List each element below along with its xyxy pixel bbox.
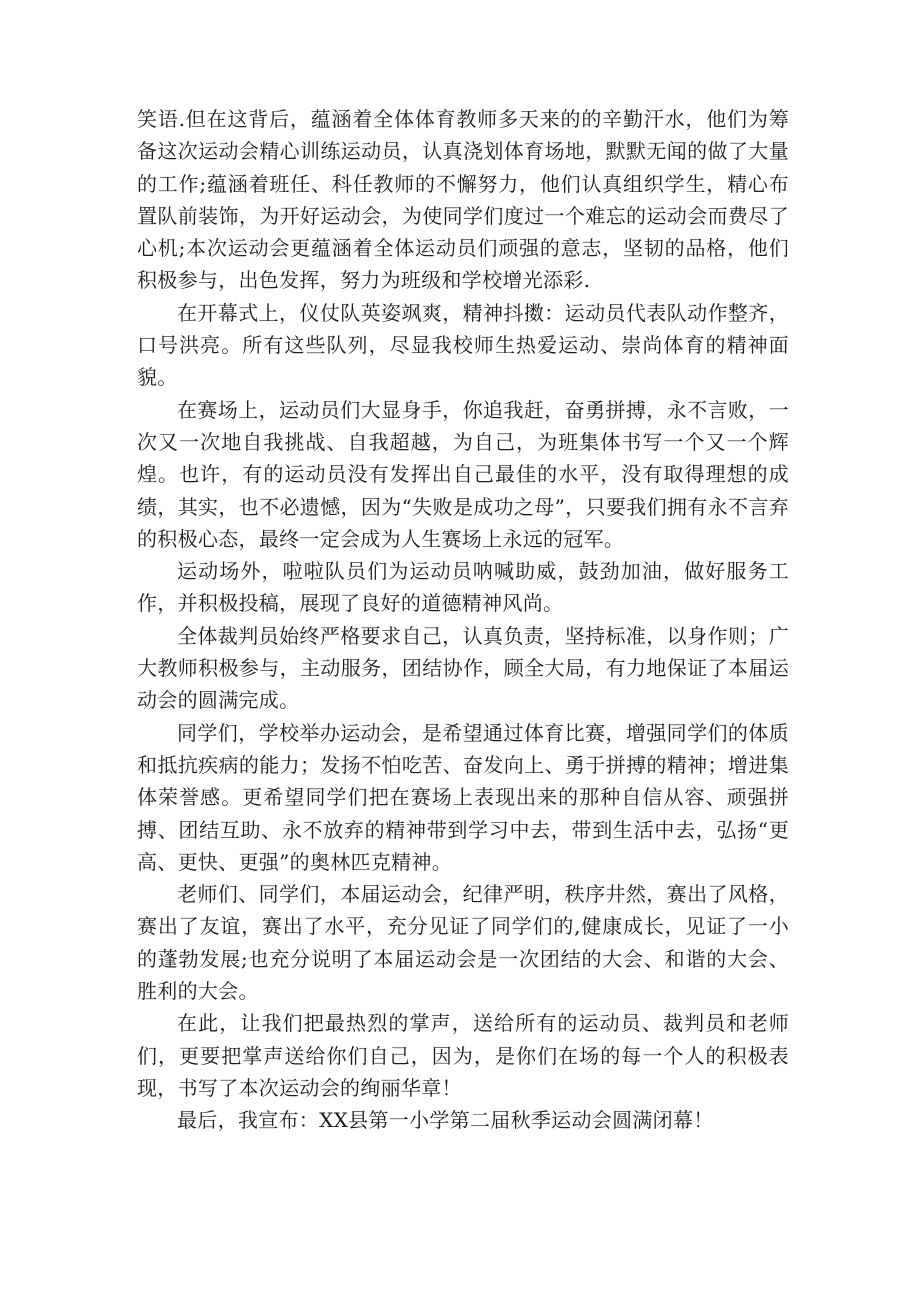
document-body [137,103,789,1137]
paragraph-applause: 在此，让我们把最热烈的掌声，送给所有的运动员、裁判员和老师们，更要把掌声送给你们自己，因为，是你们在场的每一个人的积极表现，书写了本次运动会的绚丽华章！ [137,1011,789,1100]
paragraph-cheerleaders: 运动场外，啦啦队员们为运动员呐喊助威，鼓劲加油，做好服务工作，并积极投稿，展现了良好的道德精神风尚。 [137,559,789,616]
paragraph-students: 同学们，学校举办运动会，是希望通过体育比赛，增强同学们的体质和抵抗疾病的能力；发扬不怕吃苦、奋发向上、勇于拼搏的精神；增进集体荣誉感。更希望同学们把在赛场上表现出来的那种自信从容、顽强拼搏、团结互助、永不放弃的精神带到学习中去，带到生活中去，弘扬“更高、更快、更强”的奥林匹克精神。 [137,720,789,874]
paragraph-teachers-students: 老师们、同学们，本届运动会，纪律严明，秩序井然，赛出了风格，赛出了友谊，赛出了水平，充分见证了同学们的,健康成长，见证了一小的蓬勃发展;也充分说明了本届运动会是一次团结的大会、和谐的大会、胜利的大会。 [137,882,789,1004]
paragraph-closing: 最后，我宣布：XX县第一小学第二届秋季运动会圆满闭幕！ [177,1108,714,1133]
paragraph-referees: 全体裁判员始终严格要求自己，认真负责，坚持标准，以身作则；广大教师积极参与，主动服务，团结协作，顾全大局，有力地保证了本届运动会的圆满完成。 [137,623,789,713]
paragraph-opening-ceremony: 在开幕式上，仪仗队英姿飒爽，精神抖擞：运动员代表队动作整齐，口号洪亮。所有这些队列，尽显我校师生热爱运动、崇尚体育的精神面貌。 [137,300,789,390]
paragraph-competition: 在赛场上，运动员们大显身手，你追我赶，奋勇拼搏，永不言败，一次又一次地自我挑战、自我超越，为自己，为班集体书写一个又一个辉煌。也许，有的运动员没有发挥出自己最佳的水平，没有取得理想的成绩，其实，也不必遗憾，因为“失败是成功之母”，只要我们拥有永不言弃的积极心态，最终一定会成为人生赛场上永远的冠军。 [137,397,789,551]
paragraph-continued: 笑语.但在这背后，蕴涵着全体体育教师多天来的的辛勤汗水，他们为筹备这次运动会精心训练运动员，认真浇划体育场地，默默无闻的做了大量的工作;蕴涵着班任、科任教师的不懈努力，他们认真组织学生，精心布置队前装饰，为开好运动会，为使同学们度过一个难忘的运动会而费尽了心机;本次运动会更蕴涵着全体运动员们顽强的意志，坚韧的品格，他们积极参与，出色发挥，努力为班级和学校增光添彩. [137,107,789,293]
